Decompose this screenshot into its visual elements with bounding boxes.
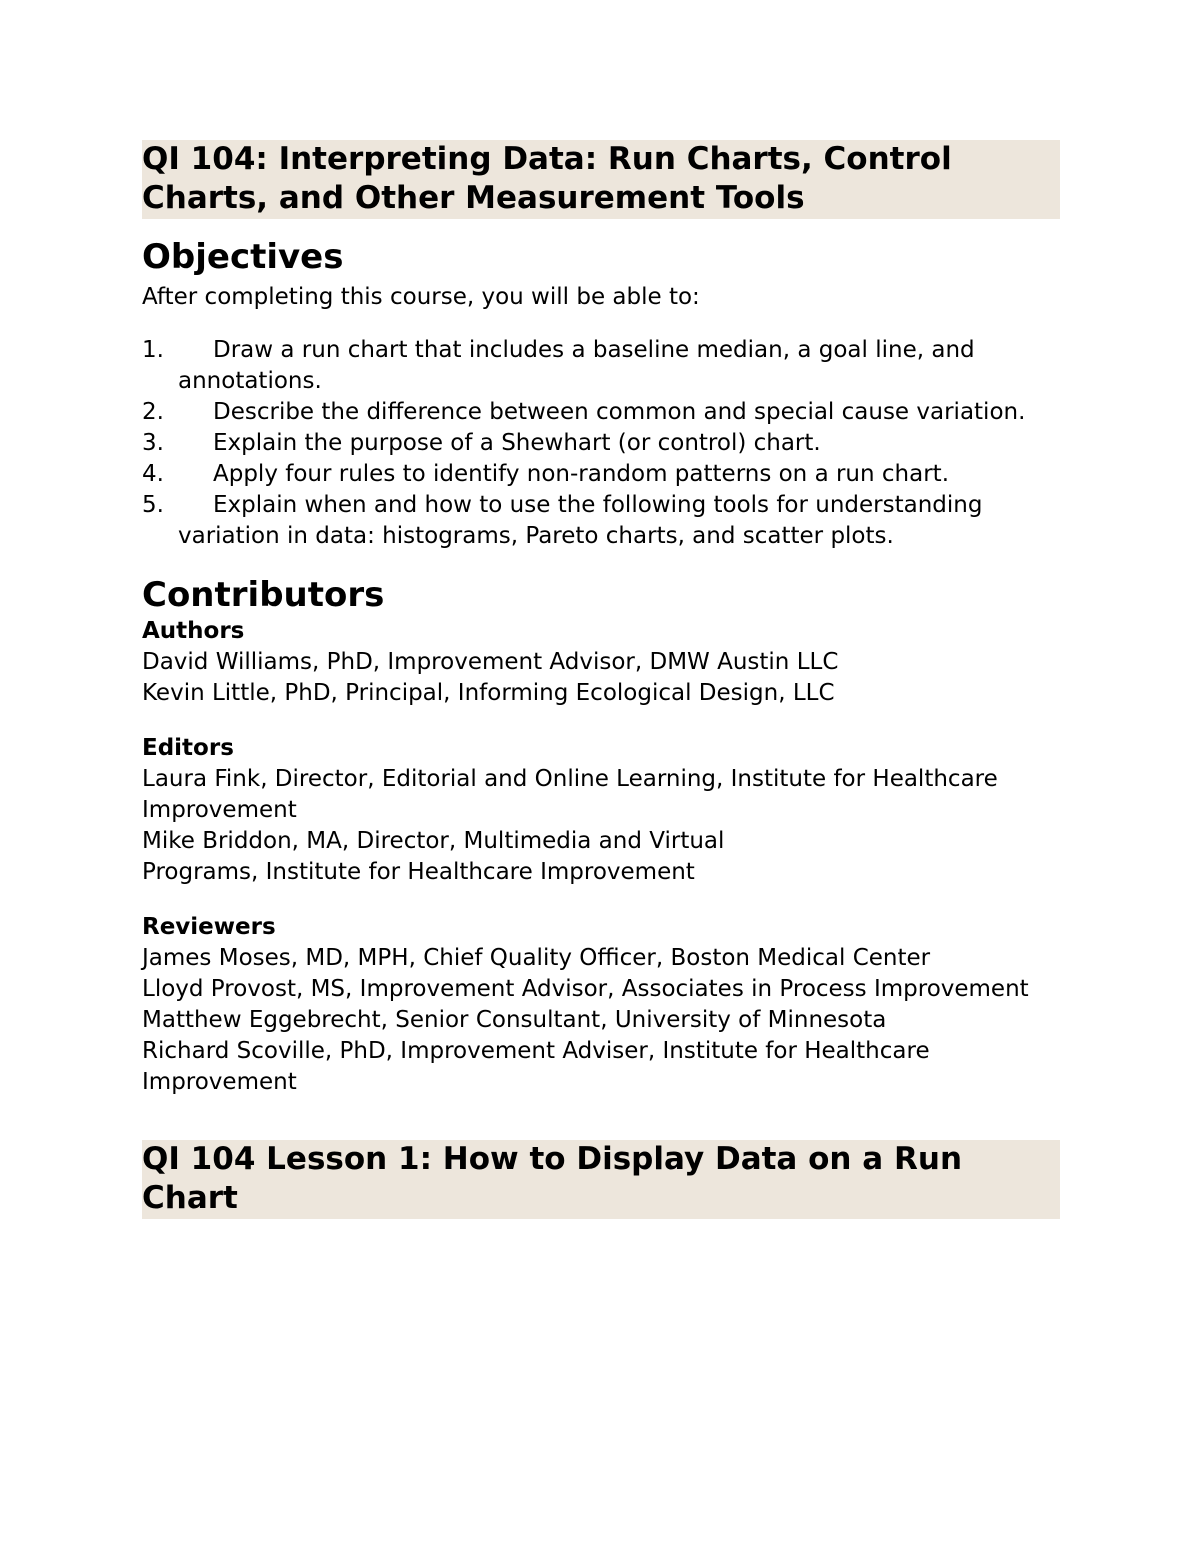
editor-entry: Mike Briddon, MA, Director, Multimedia and Virtual Programs, Institute for Healthcare Improvement [142,828,725,885]
list-item-number: 2. [142,399,164,425]
list-item-text: Apply four rules to identify non-random patterns on a run chart. [213,461,949,487]
reviewer-entry: James Moses, MD, MPH, Chief Quality Officer, Boston Medical Center [142,945,931,971]
list-item [142,459,1060,490]
list-item-text: Draw a run chart that includes a baseline median, a goal line, and annotations. [178,337,975,394]
lesson-title: QI 104 Lesson 1: How to Display Data on a Run Chart [142,1140,1060,1219]
list-item-text: Explain the purpose of a Shewhart (or control) chart. [213,430,821,456]
objectives-intro: After completing this course, you will be able to: [142,284,700,310]
list-item-text: Describe the difference between common and special cause variation. [213,399,1026,425]
authors-group [142,616,1060,709]
list-item [142,335,1060,397]
editors-group [142,733,1060,888]
objectives-heading: Objectives [142,237,344,277]
reviewers-group [142,912,1060,1098]
course-title: QI 104: Interpreting Data: Run Charts, Control Charts, and Other Measurement Tools [142,140,1060,219]
list-item-number: 3. [142,430,164,456]
list-item [142,490,1060,552]
editor-entry: Laura Fink, Director, Editorial and Online Learning, Institute for Healthcare Improvement [142,766,998,823]
author-entry: David Williams, PhD, Improvement Advisor, DMW Austin LLC [142,649,839,675]
authors-label: Authors [142,618,245,644]
list-item [142,397,1060,428]
reviewers-label: Reviewers [142,914,276,940]
document-content [142,140,1060,1219]
list-item-number: 4. [142,461,164,487]
objectives-list [142,335,1060,552]
reviewer-entry: Matthew Eggebrecht, Senior Consultant, University of Minnesota [142,1007,887,1033]
list-item-text: Explain when and how to use the following tools for understanding variation in data: histograms, Pareto charts, and scatter plots. [178,492,983,549]
list-item-number: 1. [142,337,164,363]
list-item-number: 5. [142,492,164,518]
reviewer-entry: Lloyd Provost, MS, Improvement Advisor, Associates in Process Improvement [142,976,1029,1002]
contributors-heading: Contributors [142,575,385,615]
reviewer-entry: Richard Scoville, PhD, Improvement Adviser, Institute for Healthcare Improvement [142,1038,930,1095]
list-item [142,428,1060,459]
author-entry: Kevin Little, PhD, Principal, Informing Ecological Design, LLC [142,680,835,706]
editors-label: Editors [142,735,234,761]
